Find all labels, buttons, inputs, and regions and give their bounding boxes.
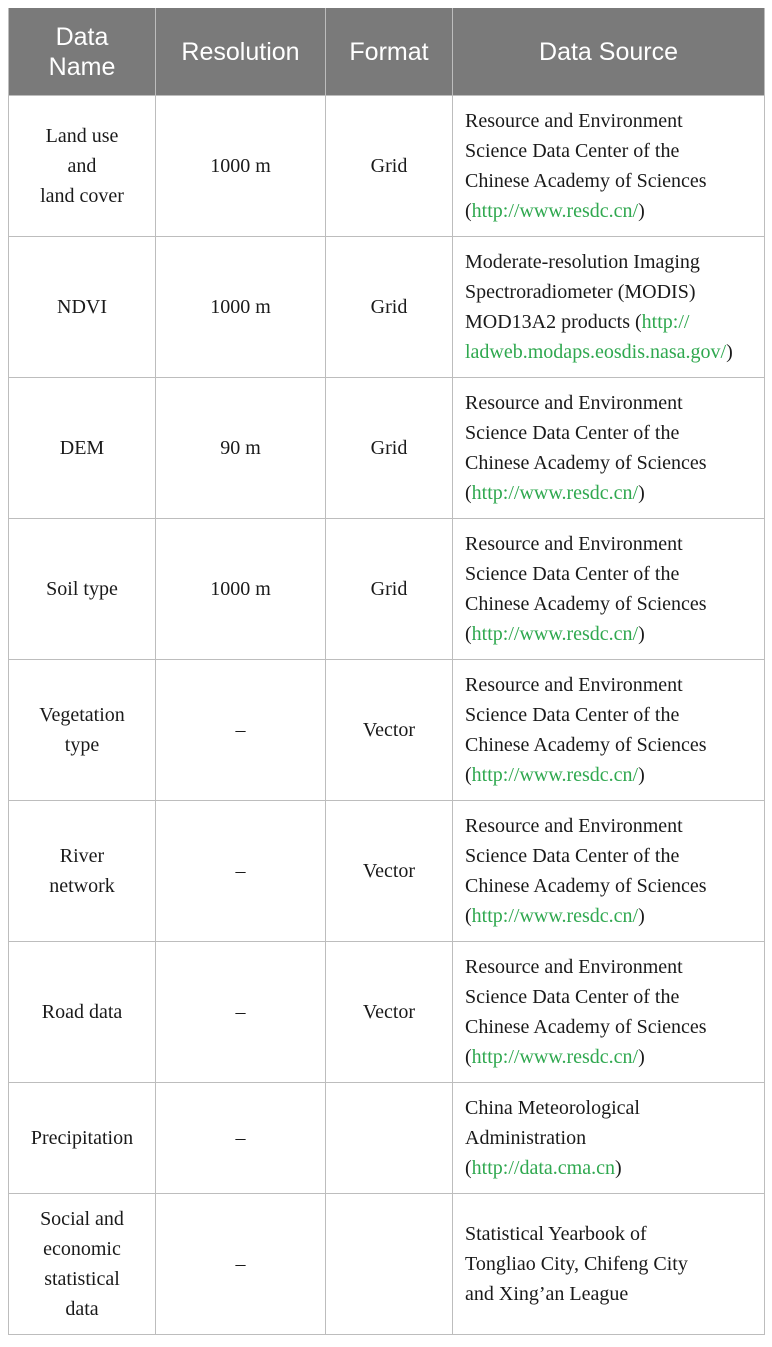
source-line bbox=[465, 388, 752, 418]
data-name-line: Vegetation bbox=[39, 704, 125, 726]
source-text: Science Data Center of the bbox=[465, 563, 680, 585]
header-resolution: Resolution bbox=[156, 8, 326, 96]
source-text: ( bbox=[465, 200, 472, 222]
table-row bbox=[9, 660, 765, 801]
source-line bbox=[465, 196, 752, 226]
source-text: ) bbox=[638, 482, 645, 504]
data-name-line: statistical bbox=[44, 1268, 120, 1290]
cell-resolution: – bbox=[156, 801, 326, 942]
source-line bbox=[465, 136, 752, 166]
cell-resolution: 1000 m bbox=[156, 519, 326, 660]
source-text: Moderate-resolution Imaging bbox=[465, 251, 700, 273]
source-link[interactable]: http://www.resdc.cn/ bbox=[471, 623, 639, 645]
data-name-line: Soil type bbox=[46, 578, 118, 600]
cell-data-source bbox=[453, 942, 765, 1083]
data-name-line: network bbox=[49, 875, 115, 897]
cell-resolution: – bbox=[156, 942, 326, 1083]
source-text: Science Data Center of the bbox=[465, 704, 680, 726]
source-line bbox=[465, 166, 752, 196]
source-text: ) bbox=[638, 200, 645, 222]
source-text: ( bbox=[465, 623, 472, 645]
source-line bbox=[465, 277, 752, 307]
table-row bbox=[9, 1083, 765, 1194]
source-text: MOD13A2 products ( bbox=[465, 311, 642, 333]
cell-data-source bbox=[453, 96, 765, 237]
cell-resolution: – bbox=[156, 660, 326, 801]
source-line bbox=[465, 730, 752, 760]
cell-data-name bbox=[9, 96, 156, 237]
source-link[interactable]: http://www.resdc.cn/ bbox=[471, 905, 639, 927]
data-name-line: Road data bbox=[41, 1001, 123, 1023]
source-line bbox=[465, 982, 752, 1012]
source-text: ( bbox=[465, 764, 472, 786]
source-text: Resource and Environment bbox=[465, 392, 683, 414]
cell-data-source bbox=[453, 378, 765, 519]
cell-data-name bbox=[9, 942, 156, 1083]
source-line bbox=[465, 307, 752, 337]
source-text: China Meteorological bbox=[465, 1097, 640, 1119]
source-text: ) bbox=[614, 1157, 622, 1179]
source-line bbox=[465, 1153, 752, 1183]
cell-resolution: 1000 m bbox=[156, 237, 326, 378]
data-name-line: Precipitation bbox=[30, 1127, 134, 1149]
source-text: and Xing’an League bbox=[465, 1283, 629, 1305]
source-text: Resource and Environment bbox=[465, 110, 683, 132]
cell-data-name bbox=[9, 519, 156, 660]
source-text: ) bbox=[638, 764, 645, 786]
cell-format: Grid bbox=[326, 96, 453, 237]
source-text: ) bbox=[638, 623, 645, 645]
source-link[interactable]: http://www.resdc.cn/ bbox=[471, 200, 639, 222]
source-line bbox=[465, 247, 752, 277]
source-text: ) bbox=[638, 1046, 645, 1068]
data-name-line: land cover bbox=[40, 185, 124, 207]
header-format: Format bbox=[326, 8, 453, 96]
cell-format: Grid bbox=[326, 237, 453, 378]
cell-resolution: 90 m bbox=[156, 378, 326, 519]
cell-data-source bbox=[453, 660, 765, 801]
data-name-line: data bbox=[65, 1298, 99, 1320]
table-row bbox=[9, 942, 765, 1083]
cell-data-source bbox=[453, 1083, 765, 1194]
source-text: ( bbox=[465, 905, 472, 927]
cell-resolution: – bbox=[156, 1083, 326, 1194]
source-line bbox=[465, 418, 752, 448]
source-link[interactable]: http:// bbox=[641, 311, 690, 333]
data-name-line: economic bbox=[43, 1238, 121, 1260]
source-line bbox=[465, 619, 752, 649]
table-row bbox=[9, 801, 765, 942]
cell-data-name bbox=[9, 378, 156, 519]
cell-format: Grid bbox=[326, 378, 453, 519]
source-line bbox=[465, 760, 752, 790]
source-line bbox=[465, 670, 752, 700]
source-text: Chinese Academy of Sciences bbox=[465, 593, 707, 615]
header-row bbox=[9, 8, 765, 96]
source-link[interactable]: http://www.resdc.cn/ bbox=[471, 764, 639, 786]
source-text: Science Data Center of the bbox=[465, 422, 680, 444]
source-line bbox=[465, 448, 752, 478]
cell-data-name bbox=[9, 1083, 156, 1194]
source-text: ( bbox=[465, 1157, 472, 1179]
source-text: ( bbox=[465, 1046, 472, 1068]
source-link[interactable]: http://www.resdc.cn/ bbox=[471, 482, 639, 504]
source-text: Statistical Yearbook of bbox=[465, 1223, 647, 1245]
data-name-line: NDVI bbox=[57, 296, 107, 318]
source-text: ( bbox=[465, 482, 472, 504]
source-text: Resource and Environment bbox=[465, 815, 683, 837]
source-text: Tongliao City, Chifeng City bbox=[465, 1253, 688, 1275]
source-text: Chinese Academy of Sciences bbox=[465, 170, 707, 192]
cell-data-source bbox=[453, 237, 765, 378]
table-body bbox=[9, 96, 765, 1335]
data-name-line: and bbox=[67, 155, 97, 177]
source-line bbox=[465, 1042, 752, 1072]
source-line bbox=[465, 1012, 752, 1042]
cell-data-name bbox=[9, 237, 156, 378]
source-text: Resource and Environment bbox=[465, 674, 683, 696]
source-text: Chinese Academy of Sciences bbox=[465, 452, 707, 474]
cell-data-source bbox=[453, 801, 765, 942]
cell-data-name bbox=[9, 660, 156, 801]
cell-format: Vector bbox=[326, 660, 453, 801]
source-text: Resource and Environment bbox=[465, 956, 683, 978]
cell-data-source bbox=[453, 519, 765, 660]
cell-format: Vector bbox=[326, 801, 453, 942]
source-link[interactable]: http://data.cma.cn bbox=[471, 1157, 615, 1179]
table-row bbox=[9, 237, 765, 378]
source-line bbox=[465, 1219, 752, 1249]
source-line bbox=[465, 700, 752, 730]
source-text: ) bbox=[638, 905, 645, 927]
source-line bbox=[465, 529, 752, 559]
source-line bbox=[465, 1093, 752, 1123]
source-line bbox=[465, 811, 752, 841]
source-line bbox=[465, 478, 752, 508]
source-line bbox=[465, 337, 752, 367]
cell-format: Grid bbox=[326, 519, 453, 660]
data-name-line: River bbox=[59, 845, 105, 867]
source-line bbox=[465, 559, 752, 589]
cell-format: Vector bbox=[326, 942, 453, 1083]
source-link[interactable]: http://www.resdc.cn/ bbox=[471, 1046, 639, 1068]
source-text: Chinese Academy of Sciences bbox=[465, 1016, 707, 1038]
data-name-line: type bbox=[64, 734, 100, 756]
source-line bbox=[465, 1279, 752, 1309]
header-data-name: Data Name bbox=[9, 8, 156, 96]
source-text: Resource and Environment bbox=[465, 533, 683, 555]
cell-format bbox=[326, 1083, 453, 1194]
header-data-source: Data Source bbox=[453, 8, 765, 96]
source-line bbox=[465, 901, 752, 931]
source-line bbox=[465, 952, 752, 982]
cell-resolution: 1000 m bbox=[156, 96, 326, 237]
table-row bbox=[9, 519, 765, 660]
table-row bbox=[9, 96, 765, 237]
source-link[interactable]: ladweb.modaps.eosdis.nasa.gov/ bbox=[465, 341, 727, 363]
cell-data-source bbox=[453, 1194, 765, 1335]
source-line bbox=[465, 871, 752, 901]
source-text: ) bbox=[726, 341, 733, 363]
source-text: Chinese Academy of Sciences bbox=[465, 734, 707, 756]
source-text: Administration bbox=[465, 1127, 587, 1149]
source-text: Science Data Center of the bbox=[465, 845, 680, 867]
source-text: Spectroradiometer (MODIS) bbox=[465, 281, 696, 303]
table-row bbox=[9, 1194, 765, 1335]
source-text: Science Data Center of the bbox=[465, 986, 680, 1008]
source-line bbox=[465, 1123, 752, 1153]
source-line bbox=[465, 589, 752, 619]
cell-format bbox=[326, 1194, 453, 1335]
source-line bbox=[465, 106, 752, 136]
table-row bbox=[9, 378, 765, 519]
data-name-line: DEM bbox=[59, 437, 105, 459]
data-name-line: Land use bbox=[45, 125, 119, 147]
source-text: Chinese Academy of Sciences bbox=[465, 875, 707, 897]
data-sources-table bbox=[8, 8, 765, 1335]
source-text: Science Data Center of the bbox=[465, 140, 680, 162]
cell-resolution: – bbox=[156, 1194, 326, 1335]
source-line bbox=[465, 841, 752, 871]
cell-data-name bbox=[9, 1194, 156, 1335]
cell-data-name bbox=[9, 801, 156, 942]
source-line bbox=[465, 1249, 752, 1279]
data-name-line: Social and bbox=[40, 1208, 124, 1230]
